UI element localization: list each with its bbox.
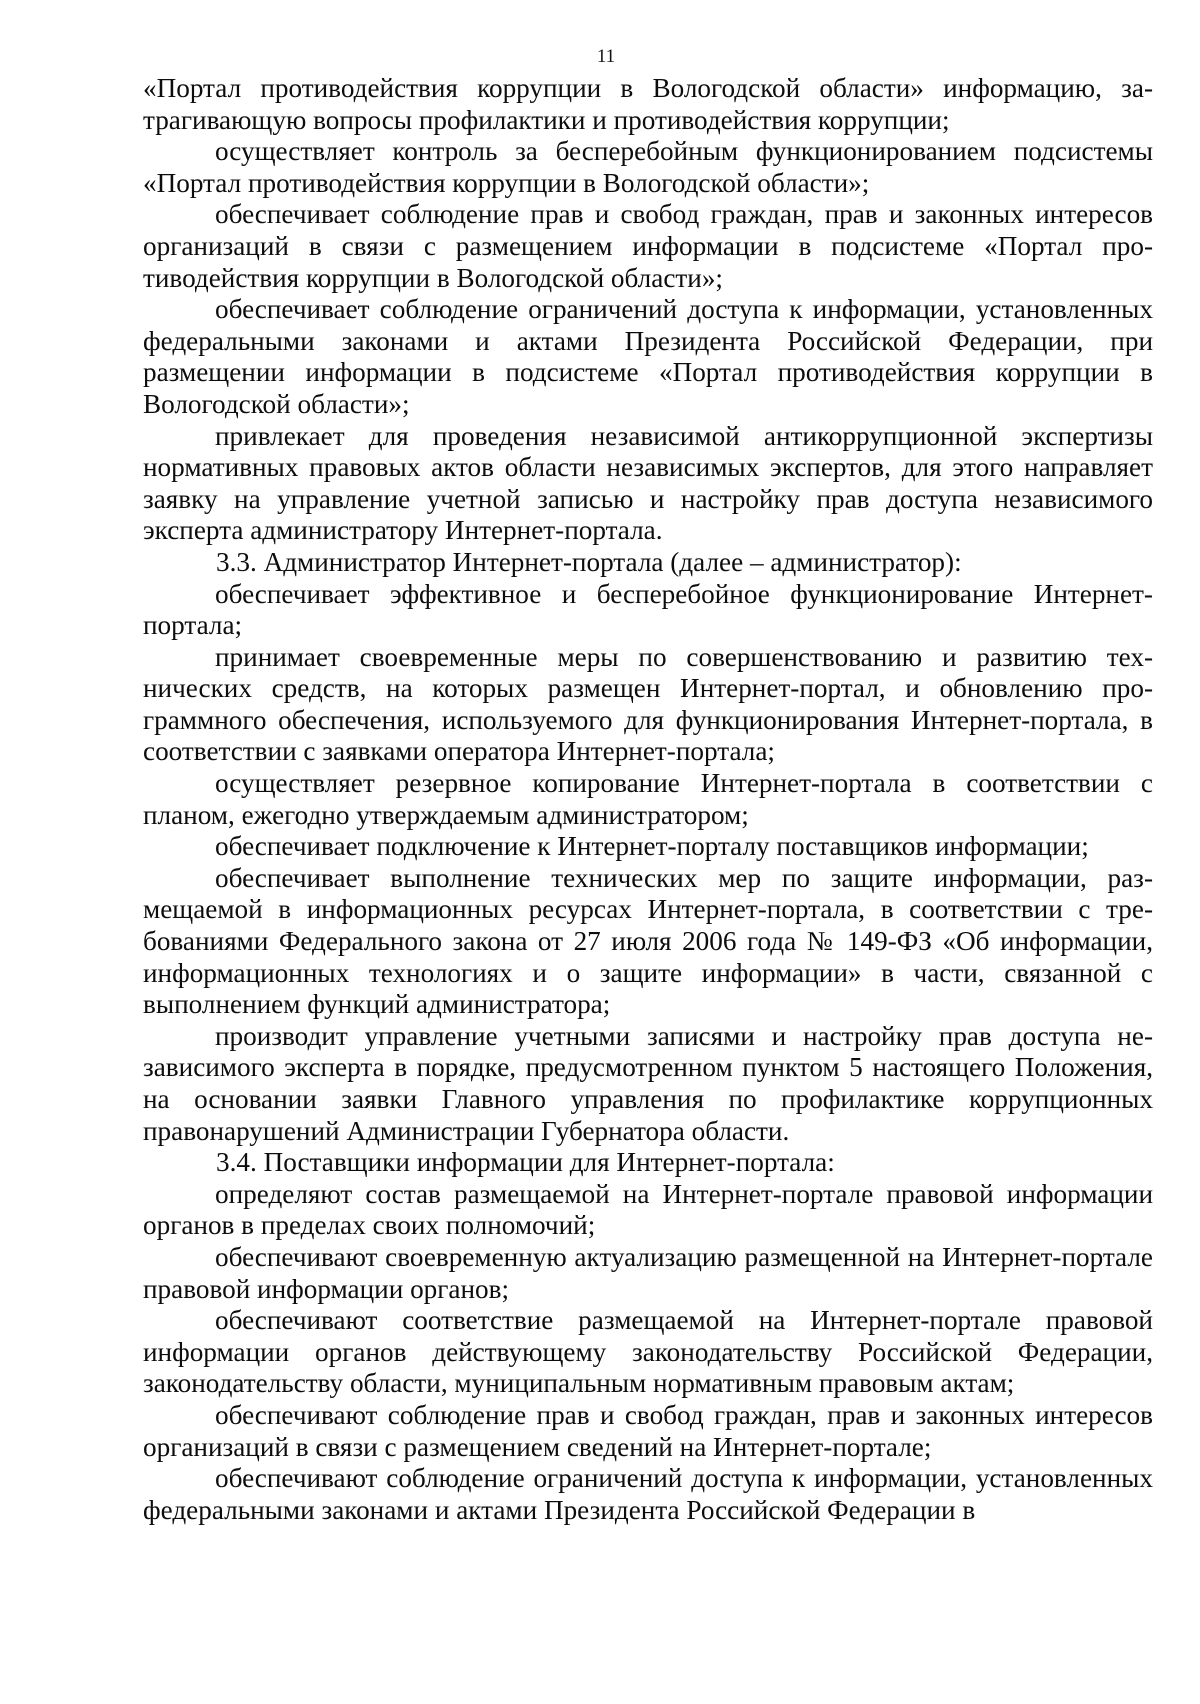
section-heading-3-4: 3.4. Поставщики информации для Интернет-портала:	[216, 1147, 835, 1178]
paragraph: осуществляет контроль за бесперебойным функционированием подсистемы «Портал противодействия коррупции в Вологодской области»;	[143, 136, 1153, 198]
paragraph: обеспечивает подключение к Интернет-порталу поставщиков информации;	[215, 831, 1089, 862]
document-body	[143, 73, 1153, 1526]
paragraph: обеспечивает выполнение технических мер по защите информации, размещаемой в информационных ресурсах Интернет-портала, в соответствии с требованиями Федерального закона от 27 июля 2006 года № 149-ФЗ «Об информации, информационных технологиях и о защите информации» в части, связанной с выполнением функций администратора;	[143, 862, 1153, 1020]
paragraph: обеспечивает соблюдение ограничений доступа к информации, установленных федеральными законами и актами Президента Российской Федерации, при размещении информации в подсистеме «Портал противодействия коррупции в Вологодской области»;	[143, 294, 1153, 419]
paragraph: обеспечивает эффективное и бесперебойное функционирование Интернет-портала;	[143, 578, 1153, 641]
paragraph: осуществляет резервное копирование Интернет-портала в соответствии с планом, ежегодно утверждаемым администратором;	[143, 768, 1153, 830]
paragraph: определяют состав размещаемой на Интернет-портале правовой информации органов в пределах своих полномочий;	[143, 1178, 1153, 1241]
paragraph: производит управление учетными записями и настройку прав доступа независимого эксперта в порядке, предусмотренном пунктом 5 настоящего Положения, на основании заявки Главного управления по профилактике коррупционных правонарушений Администрации Губернатора области.	[143, 1020, 1153, 1146]
paragraph: обеспечивает соблюдение прав и свобод граждан, прав и законных интересов организаций в связи с размещением информации в подсистеме «Портал противодействия коррупции в Вологодской области»;	[143, 199, 1153, 293]
section-heading-3-3: 3.3. Администратор Интернет-портала (далее – администратор):	[216, 546, 962, 577]
paragraph: обеспечивают своевременную актуализацию размещенной на Интернет-портале правовой информации органов;	[143, 1241, 1153, 1304]
page-number: 11	[596, 46, 616, 67]
paragraph: принимает своевременные меры по совершенствованию и развитию технических средств, на которых размещен Интернет-портал, и обновлению программного обеспечения, используемого для функционирования Интернет-портала, в соответствии с заявками оператора Интернет-портала;	[143, 641, 1153, 767]
paragraph: обеспечивают соблюдение ограничений доступа к информации, установленных федеральными законами и актами Президента Российской Федерации в	[143, 1463, 1153, 1525]
paragraph: обеспечивают соответствие размещаемой на Интернет-портале правовой информации органов действующему законодательству Российской Федерации, законодательству области, муниципальным нормативным правовым актам;	[143, 1305, 1153, 1399]
paragraph: обеспечивают соблюдение прав и свобод граждан, прав и законных интересов организаций в связи с размещением сведений на Интернет-портале;	[143, 1399, 1153, 1462]
paragraph-continuation: «Портал противодействия коррупции в Вологодской области» информацию, затрагивающую вопросы профилактики и противодействия коррупции;	[143, 73, 1153, 135]
paragraph: привлекает для проведения независимой антикоррупционной экспертизы нормативных правовых актов области независимых экспертов, для этого направляет заявку на управление учетной записью и настройку прав доступа независимого эксперта администратору Интернет-портала.	[143, 420, 1153, 546]
